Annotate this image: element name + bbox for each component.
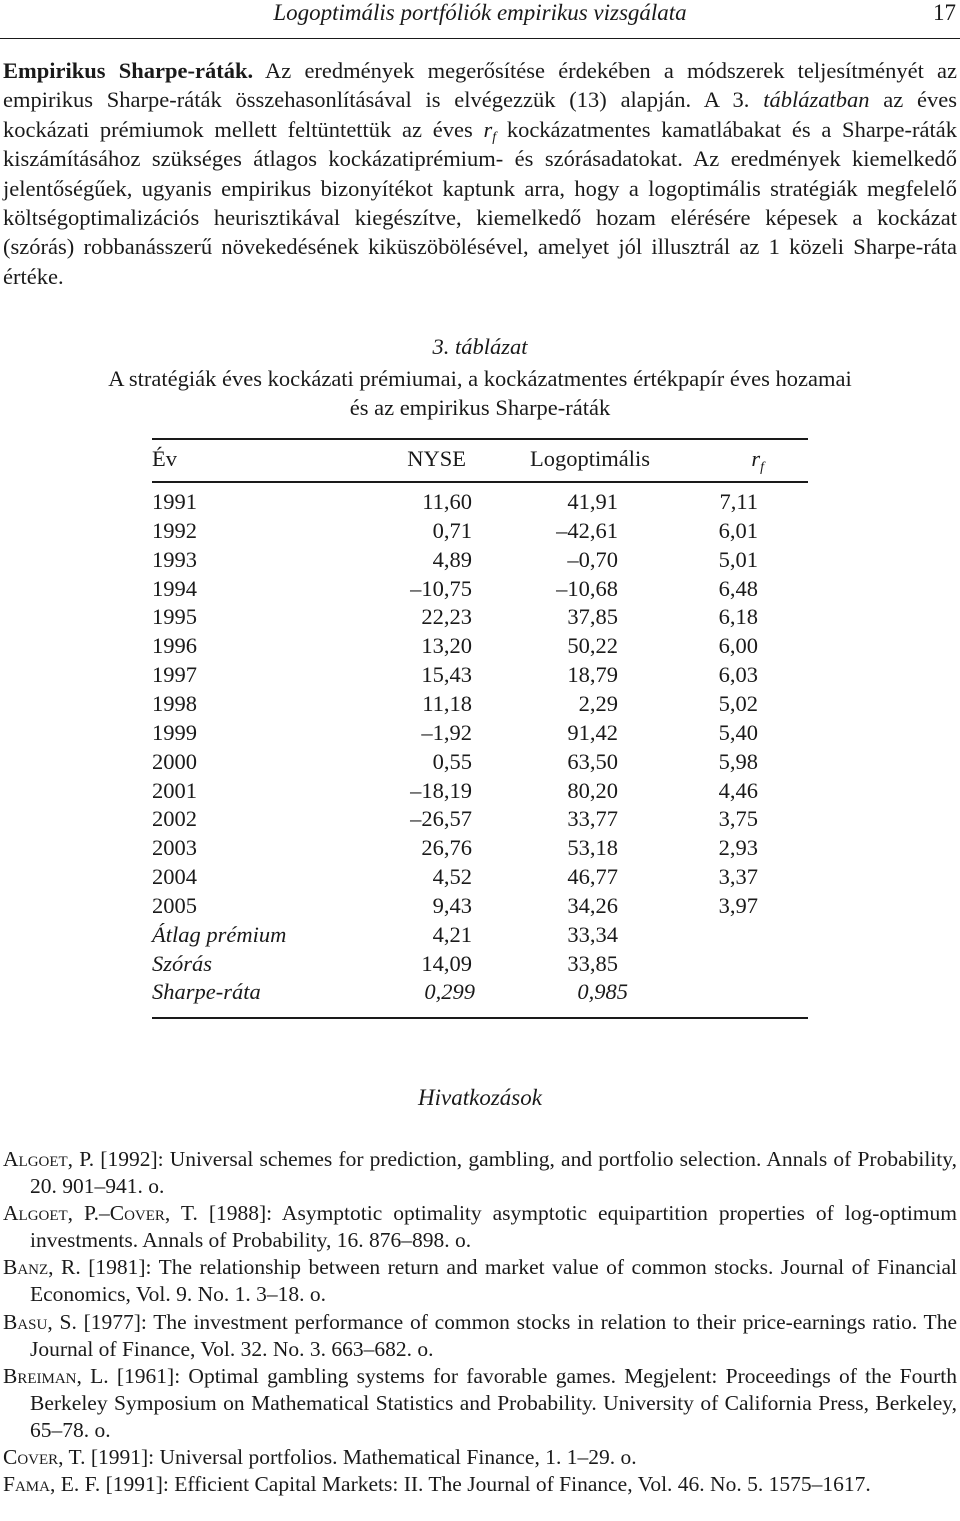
cell-year: 1993 bbox=[152, 546, 197, 572]
reference-item bbox=[3, 1200, 957, 1254]
cell-logoptimal: 80,20 bbox=[567, 777, 618, 803]
cell-rf: 5,01 bbox=[718, 546, 758, 572]
cell-nyse: 13,20 bbox=[421, 633, 472, 659]
table-row bbox=[152, 691, 808, 720]
cell-rf: 6,03 bbox=[718, 662, 758, 688]
reference-author: Breiman, L. bbox=[3, 1363, 109, 1388]
reference-item bbox=[3, 1363, 957, 1444]
table-row bbox=[152, 547, 808, 576]
summary-row bbox=[152, 922, 808, 951]
cell-year: 2000 bbox=[152, 748, 197, 774]
summary-label: Szórás bbox=[152, 950, 213, 976]
table-row bbox=[152, 633, 808, 662]
cell-logoptimal: 34,26 bbox=[567, 892, 618, 918]
references-title: Hivatkozások bbox=[418, 1085, 542, 1110]
cell-nyse: –1,92 bbox=[421, 719, 472, 745]
cell-nyse: 22,23 bbox=[421, 604, 472, 630]
reference-author: Cover, T. bbox=[3, 1445, 86, 1470]
cell-nyse: 11,18 bbox=[422, 690, 472, 716]
cell-year: 2002 bbox=[152, 806, 197, 832]
cell-nyse: 11,60 bbox=[422, 489, 472, 514]
summary-logoptimal: 33,34 bbox=[567, 921, 618, 947]
header-rule bbox=[0, 38, 960, 39]
cell-logoptimal: 2,29 bbox=[578, 690, 618, 716]
cell-logoptimal: –42,61 bbox=[556, 517, 618, 543]
references-list bbox=[3, 1146, 957, 1498]
cell-rf: 6,18 bbox=[718, 604, 758, 630]
cell-logoptimal: 50,22 bbox=[567, 633, 618, 659]
cell-year: 1996 bbox=[152, 633, 197, 659]
cell-nyse: 0,71 bbox=[432, 517, 472, 543]
reference-text: [1991]: Efficient Capital Markets: II. The Journal of Finance, Vol. 46. No. 5. 1575–1617. bbox=[100, 1472, 871, 1497]
cell-year: 2001 bbox=[152, 777, 197, 803]
cell-nyse: –18,19 bbox=[410, 777, 472, 803]
cell-rf: 7,11 bbox=[719, 489, 758, 514]
cell-logoptimal: –0,70 bbox=[567, 546, 618, 572]
cell-rf: 2,93 bbox=[718, 835, 758, 861]
reference-author: Basu, S. bbox=[3, 1309, 77, 1334]
reference-author: Algoet, P. bbox=[3, 1147, 95, 1171]
table-row bbox=[152, 489, 808, 518]
reference-item bbox=[3, 1146, 957, 1200]
reference-author: Banz, R. bbox=[3, 1255, 81, 1280]
reference-item bbox=[3, 1471, 957, 1498]
table-row bbox=[152, 749, 808, 778]
cell-logoptimal: 41,91 bbox=[567, 489, 618, 514]
cell-rf: 3,37 bbox=[718, 864, 758, 890]
summary-logoptimal: 0,985 bbox=[577, 979, 628, 1005]
header-logoptimal: Logoptimális bbox=[530, 446, 650, 471]
table-row bbox=[152, 720, 808, 749]
table-header-row bbox=[152, 446, 808, 476]
summary-row bbox=[152, 979, 808, 1008]
summary-nyse: 4,21 bbox=[432, 921, 472, 947]
table-row bbox=[152, 864, 808, 893]
reference-item bbox=[3, 1254, 957, 1308]
header-rf-f: f bbox=[760, 460, 764, 475]
cell-year: 1997 bbox=[152, 662, 197, 688]
reference-text: [1977]: The investment performance of common stocks in relation to their price-earnings ratio. The Journal of Finance, Vol. 32. No. 3. 663–682. o. bbox=[30, 1309, 957, 1361]
cell-nyse: 0,55 bbox=[432, 748, 472, 774]
cell-nyse: 26,76 bbox=[421, 835, 472, 861]
table-row bbox=[152, 604, 808, 633]
table-top-rule bbox=[152, 438, 808, 440]
cell-rf: 5,02 bbox=[718, 690, 758, 716]
cell-logoptimal: 46,77 bbox=[567, 864, 618, 890]
reference-text: [1992]: Universal schemes for prediction, gambling, and portfolio selection. Annals of Probability, 20. 901–941. o. bbox=[30, 1147, 957, 1199]
summary-label: Sharpe-ráta bbox=[152, 979, 261, 1005]
reference-author: Algoet, P.–Cover, T. bbox=[3, 1201, 198, 1226]
cell-rf: 6,48 bbox=[718, 575, 758, 601]
page-number: 17 bbox=[933, 0, 956, 25]
paragraph-italic: táblázatban bbox=[763, 87, 870, 113]
cell-year: 1999 bbox=[152, 719, 197, 745]
cell-year: 2003 bbox=[152, 835, 197, 861]
cell-logoptimal: 53,18 bbox=[567, 835, 618, 861]
reference-text: [1961]: Optimal gambling systems for favorable games. Megjelent: Proceedings of the Fourth Berkeley Symposium on Mathematical Statistics and Probability. University of California Press, Berkeley, 65–78. o. bbox=[30, 1363, 957, 1442]
cell-rf: 5,40 bbox=[718, 719, 758, 745]
table-caption bbox=[0, 364, 960, 422]
header-year: Év bbox=[152, 446, 177, 471]
cell-logoptimal: 63,50 bbox=[567, 748, 618, 774]
summary-label: Átlag prémium bbox=[152, 921, 287, 947]
summary-row bbox=[152, 951, 808, 980]
summary-nyse: 14,09 bbox=[421, 950, 472, 976]
cell-nyse: –10,75 bbox=[410, 575, 472, 601]
reference-text: [1991]: Universal portfolios. Mathematical Finance, 1. 1–29. o. bbox=[85, 1445, 637, 1470]
reference-author: Fama, E. F. bbox=[3, 1472, 101, 1497]
paragraph-text-2: az éves kockázati prémiumok mellett feltüntettük az éves bbox=[3, 87, 957, 142]
running-title: Logoptimális portfóliók empirikus vizsgálata bbox=[273, 0, 687, 25]
cell-logoptimal: 37,85 bbox=[567, 604, 618, 630]
header-rf bbox=[751, 446, 764, 475]
cell-logoptimal: 33,77 bbox=[567, 806, 618, 832]
rf-symbol: r bbox=[483, 116, 493, 142]
table-row bbox=[152, 806, 808, 835]
cell-year: 1998 bbox=[152, 690, 197, 716]
summary-logoptimal: 33,85 bbox=[567, 950, 618, 976]
cell-year: 1994 bbox=[152, 575, 197, 601]
table-row bbox=[152, 778, 808, 807]
cell-logoptimal: –10,68 bbox=[556, 575, 618, 601]
table-row bbox=[152, 835, 808, 864]
cell-logoptimal: 91,42 bbox=[567, 719, 618, 745]
table-number: 3. táblázat bbox=[432, 334, 528, 359]
cell-nyse: 9,43 bbox=[432, 892, 472, 918]
summary-nyse: 0,299 bbox=[424, 979, 475, 1005]
cell-year: 2004 bbox=[152, 864, 197, 890]
paragraph-text-1: Az eredmények megerősítése érdekében a módszerek teljesítményét az empirikus Sharpe-ráták összehasonlításával is elvégezzük (13) alapján. A 3. bbox=[3, 58, 957, 113]
table-row bbox=[152, 576, 808, 605]
body-paragraph bbox=[3, 56, 957, 291]
header-rf-r: r bbox=[751, 446, 761, 471]
table-row bbox=[152, 893, 808, 922]
cell-nyse: –26,57 bbox=[410, 806, 472, 832]
rf-subscript: f bbox=[492, 129, 497, 145]
table-header-rule bbox=[152, 481, 808, 483]
cell-year: 1991 bbox=[152, 489, 197, 514]
cell-rf: 3,75 bbox=[718, 806, 758, 832]
reference-text: [1981]: The relationship between return and market value of common stocks. Journal of Financial Economics, Vol. 9. No. 1. 3–18. o. bbox=[30, 1255, 958, 1307]
cell-rf: 6,01 bbox=[718, 517, 758, 543]
table-caption-line2: és az empirikus Sharpe-ráták bbox=[349, 395, 611, 420]
cell-logoptimal: 18,79 bbox=[567, 662, 618, 688]
table-caption-line1: A stratégiák éves kockázati prémiumai, a kockázatmentes értékpapír éves hozamai bbox=[108, 366, 852, 391]
cell-year: 2005 bbox=[152, 892, 197, 918]
cell-rf: 3,97 bbox=[718, 892, 758, 918]
running-header bbox=[0, 0, 960, 30]
cell-nyse: 4,52 bbox=[432, 864, 472, 890]
reference-item bbox=[3, 1444, 957, 1471]
reference-text: [1988]: Asymptotic optimality asymptotic equipartition properties of log-optimum investments. Annals of Probability, 16. 876–898. o. bbox=[30, 1201, 957, 1253]
table-row bbox=[152, 662, 808, 691]
cell-year: 1992 bbox=[152, 517, 197, 543]
cell-rf: 5,98 bbox=[718, 748, 758, 774]
cell-rf: 6,00 bbox=[718, 633, 758, 659]
paragraph-text-3: kockázatmentes kamatlábakat és a Sharpe-ráták kiszámításához szükséges átlagos kockázatiprémium- és szórásadatokat. Az eredmények kiemelkedő jelentőségűek, ugyanis empirikus bizonyítékot kaptunk arra, hogy a logoptimális stratégiák megfelelő költségoptimalizációs heurisztikával kiegészítve, kiemelkedő hozam elérésére képesek a kockázat (szórás) robbanásszerű növekedésének kiküszöbölésével, amelyet jól illusztrál az 1 közeli Sharpe-ráta értéke. bbox=[3, 116, 957, 289]
table-row bbox=[152, 518, 808, 547]
table-bottom-rule bbox=[152, 1017, 808, 1019]
header-nyse: NYSE bbox=[407, 446, 466, 471]
cell-nyse: 4,89 bbox=[432, 546, 472, 572]
cell-nyse: 15,43 bbox=[421, 662, 472, 688]
paragraph-lead: Empirikus Sharpe-ráták. bbox=[3, 58, 254, 83]
reference-item bbox=[3, 1309, 957, 1363]
cell-year: 1995 bbox=[152, 604, 197, 630]
cell-rf: 4,46 bbox=[718, 777, 758, 803]
